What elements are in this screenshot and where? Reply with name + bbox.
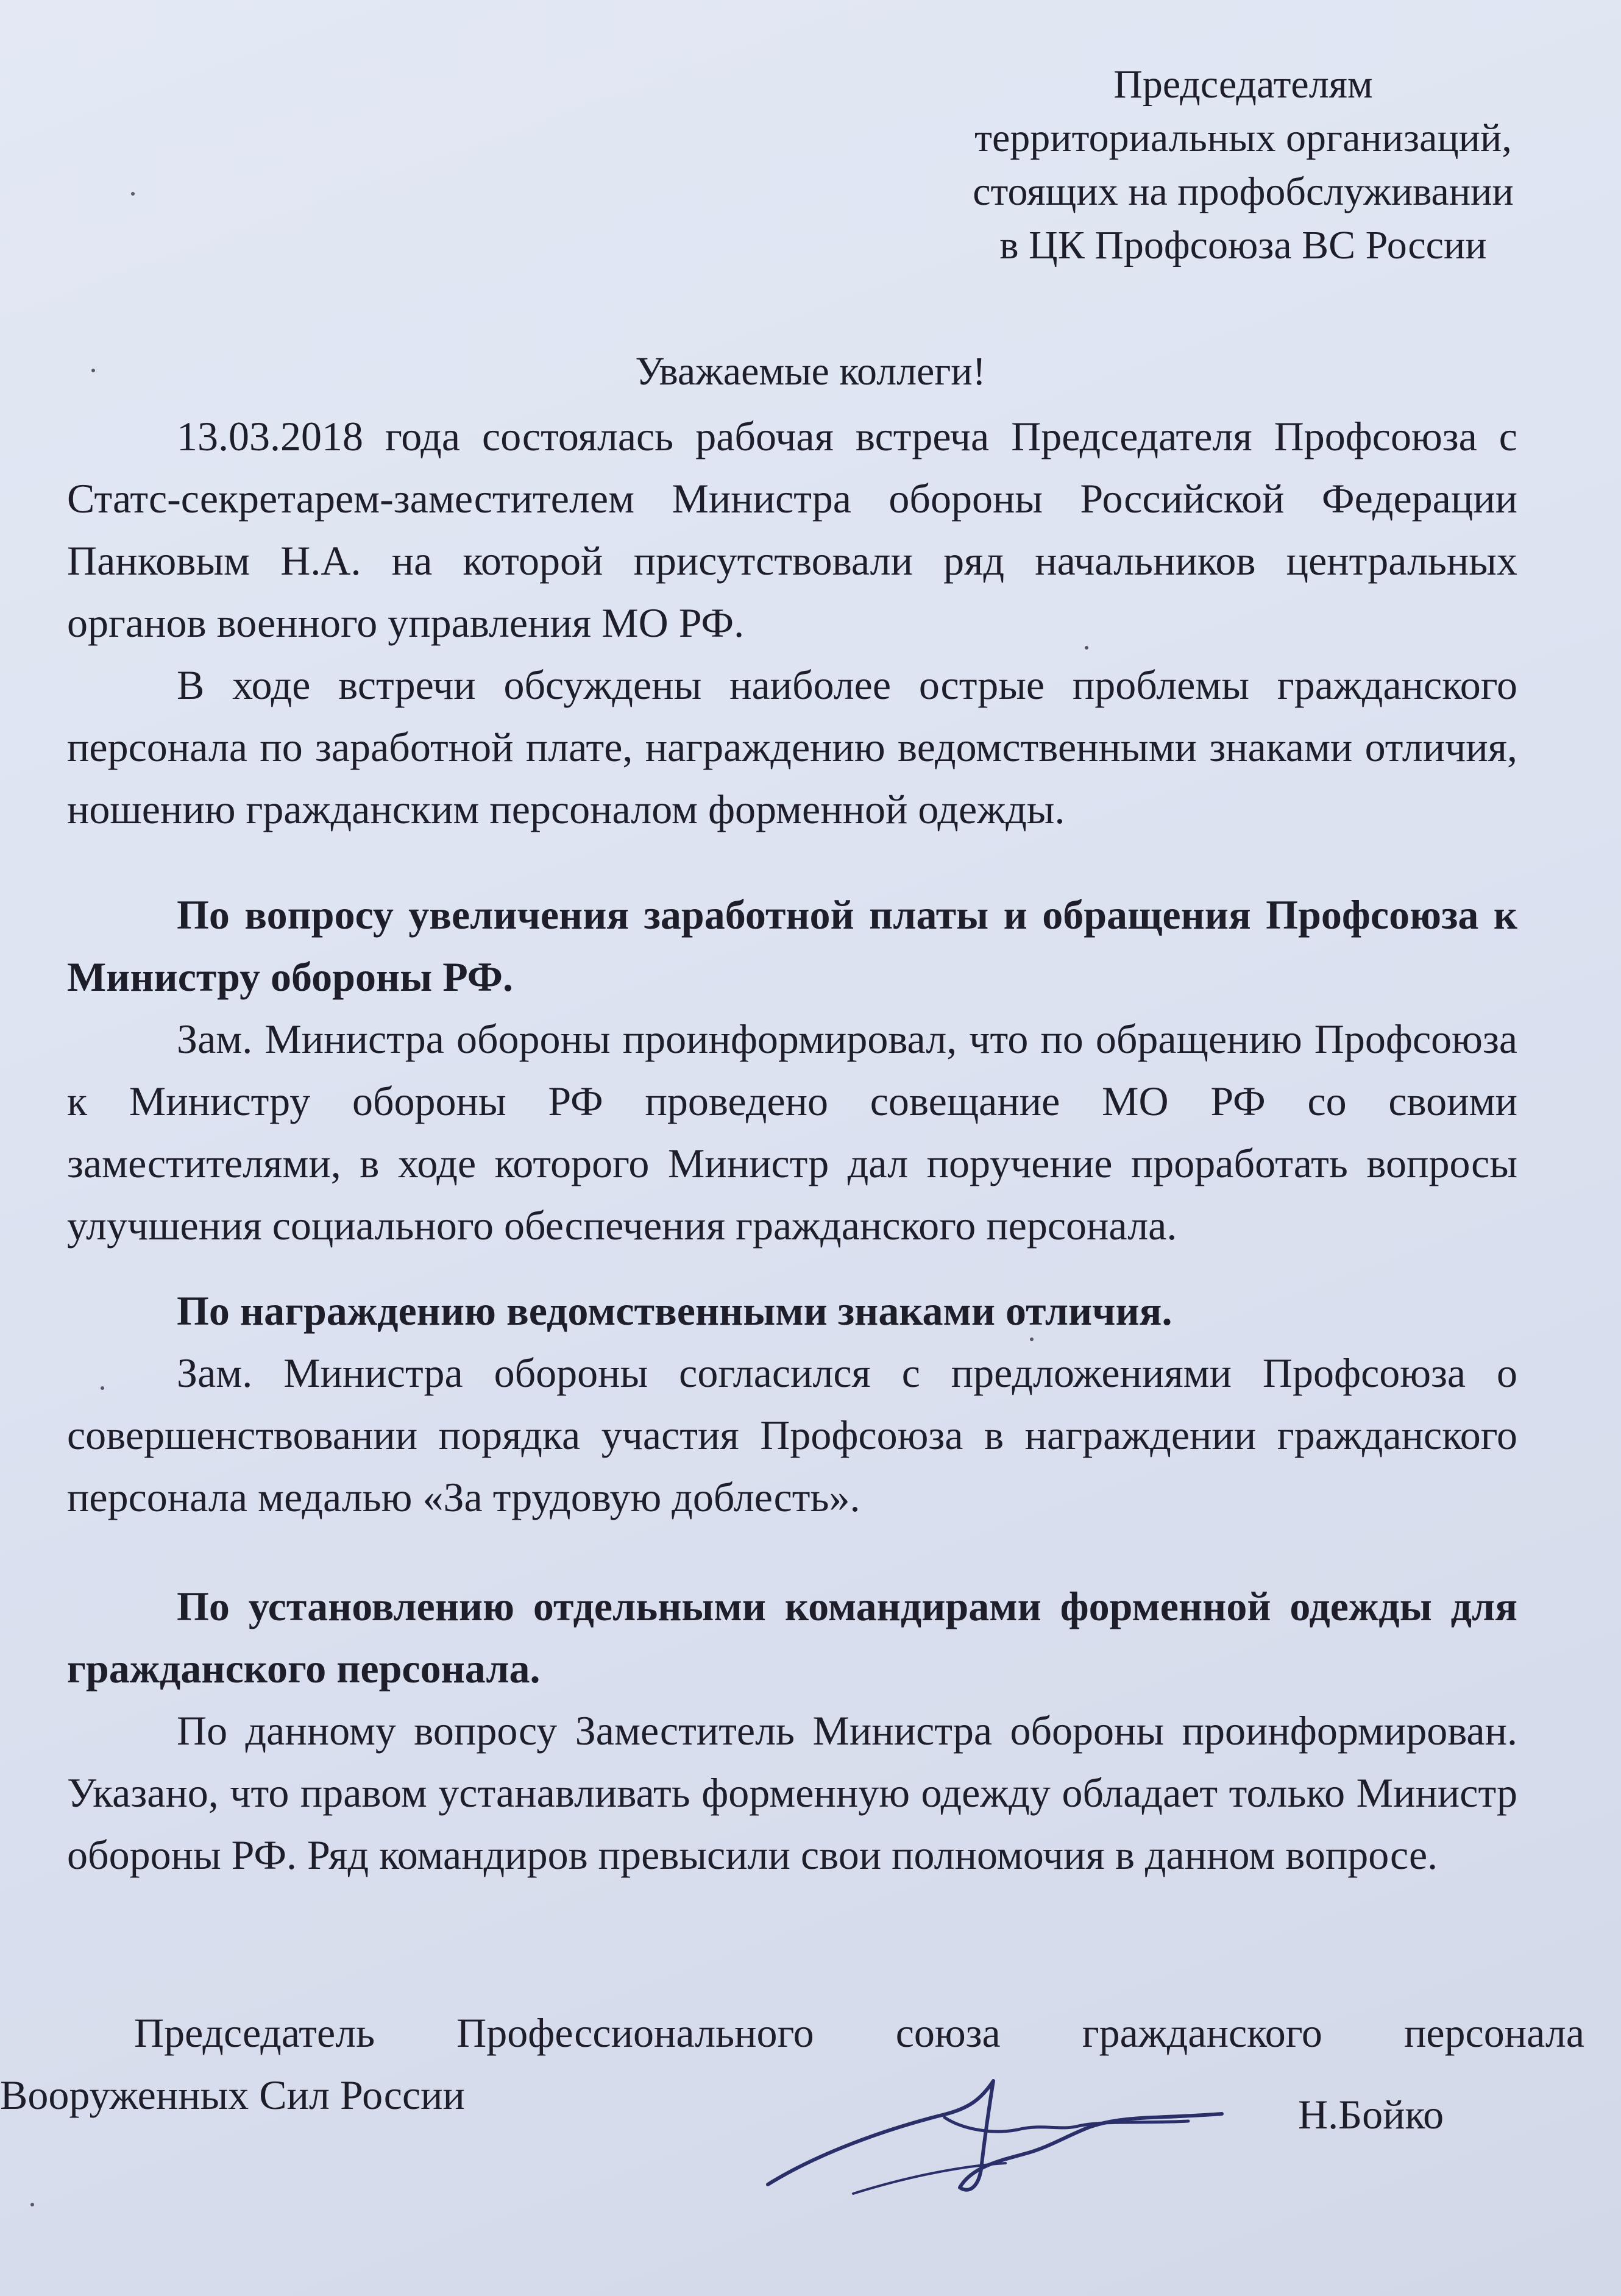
section-awards — [67, 1280, 1517, 1528]
signatory-name: Н.Бойко — [1298, 2091, 1444, 2138]
intro-paragraph: 13.03.2018 года состоялась рабочая встреча Председателя Профсоюза с Статс-секретарем-заместителем Министра обороны Российской Федерации Панковым Н.А. на которой присутствовали ряд начальников центральных органов военного управления МО РФ. — [67, 413, 1517, 646]
addressee-line: стоящих на профобслуживании — [973, 169, 1514, 214]
section-text: Зам. Министра обороны проинформировал, что по обращению Профсоюза к Министру обороны РФ проведено совещание МО РФ со своими заместителями, в ходе которого Министр дал поручение проработать вопросы улучшения социального обеспечения гражданского персонала. — [67, 1016, 1517, 1249]
addressee-block — [938, 58, 1548, 272]
section-uniform — [67, 1575, 1517, 1886]
salutation: Уважаемые коллеги! — [635, 349, 986, 394]
addressee-line: территориальных организаций, — [974, 116, 1512, 160]
intro-paragraph: В ходе встречи обсуждены наиболее острые проблемы гражданского персонала по заработной плате, награждению ведомственными знаками отличия, ношению гражданским персоналом форменной одежды. — [67, 662, 1517, 832]
paper-speck — [91, 369, 95, 372]
paper-speck — [131, 192, 135, 196]
paper-speck — [1030, 1338, 1034, 1341]
section-text: Зам. Министра обороны согласился с предложениями Профсоюза о совершенствовании порядка участия Профсоюза в награждении гражданского персонала медалью «За трудовую доблесть». — [67, 1350, 1517, 1520]
section-salary — [67, 884, 1517, 1256]
paper-speck — [1085, 646, 1088, 650]
section-heading: По установлению отдельными командирами форменной одежды для гражданского персонала. — [67, 1583, 1517, 1692]
paper-speck — [101, 1386, 104, 1390]
signature-title-line: Вооруженных Сил России — [0, 2072, 465, 2118]
intro-block — [67, 405, 1517, 840]
signature-title-line: Председатель Профессионального союза гражданского персонала — [134, 2010, 1584, 2056]
paper-speck — [30, 2203, 34, 2206]
section-text: По данному вопросу Заместитель Министра обороны проинформирован. Указано, что правом устанавливать форменную одежду обладает только Министр обороны РФ. Ряд командиров превысили свои полномочия в данном вопросе. — [67, 1707, 1517, 1878]
section-heading: По вопросу увеличения заработной платы и обращения Профсоюза к Министру обороны РФ. — [67, 891, 1517, 1000]
addressee-line: Председателям — [1113, 62, 1373, 107]
section-heading: По награждению ведомственными знаками отличия. — [177, 1288, 1172, 1334]
addressee-line: в ЦК Профсоюза ВС России — [999, 223, 1487, 268]
handwritten-signature — [762, 2063, 1225, 2203]
